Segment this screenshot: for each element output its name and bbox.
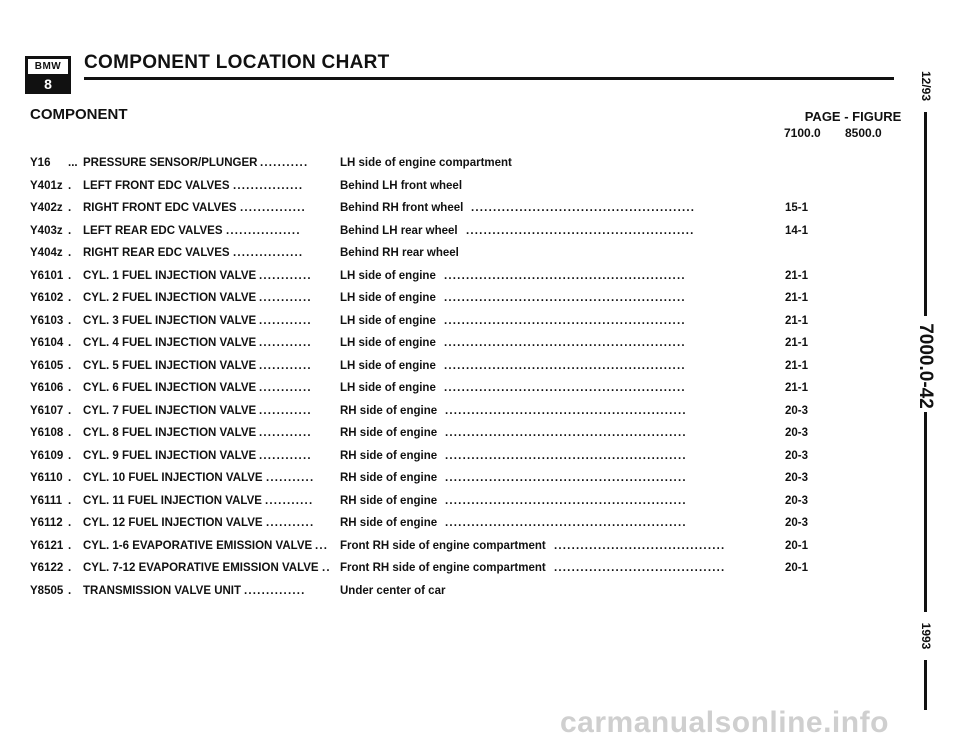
component-location: Behind LH front wheel (340, 179, 463, 192)
location-leader-dots: ....................................................... (445, 472, 687, 484)
table-row (30, 197, 830, 220)
table-row (30, 535, 830, 558)
location-leader-dots: ....................................................... (445, 427, 687, 439)
component-code: Y6122 (30, 562, 64, 574)
location-leader-dots: ....................................................... (445, 404, 687, 417)
name-leader-dots: ............ (259, 337, 312, 349)
code-leader-dots: . (68, 427, 72, 439)
component-name: CYL. 5 FUEL INJECTION VALVE (83, 359, 257, 372)
name-leader-dots: ............ (259, 314, 312, 327)
code-leader-dots: . (68, 269, 72, 282)
component-name: CYL. 1 FUEL INJECTION VALVE (83, 269, 257, 282)
component-location: LH side of engine (340, 314, 436, 327)
page-figure-ref: 20-3 (785, 449, 809, 462)
page-figure-ref: 21-1 (785, 314, 809, 327)
code-leader-dots: . (68, 247, 72, 259)
table-row (30, 310, 830, 333)
component-name: PRESSURE SENSOR/PLUNGER (83, 157, 258, 169)
page-figure-ref: 20-1 (785, 539, 809, 552)
location-leader-dots: ....................................................... (444, 382, 686, 394)
table-row (30, 490, 830, 513)
component-column-header: COMPONENT (30, 106, 128, 123)
component-name: TRANSMISSION VALVE UNIT (83, 584, 242, 597)
component-code: Y6110 (30, 472, 63, 484)
component-code: Y8505 (30, 584, 64, 597)
page-figure-8500: 8500.0 (845, 126, 882, 140)
component-name: CYL. 2 FUEL INJECTION VALVE (83, 292, 257, 304)
location-leader-dots: ....................................................... (444, 314, 686, 327)
table-row (30, 355, 830, 378)
component-name: CYL. 6 FUEL INJECTION VALVE (83, 382, 257, 394)
page-figure-ref: 14-1 (785, 224, 809, 237)
margin-rule-top (924, 112, 927, 316)
location-leader-dots: ................................................... (471, 202, 696, 214)
name-leader-dots: ............ (259, 292, 312, 304)
watermark-text: carmanualsonline.info (560, 706, 889, 739)
component-name: CYL. 10 FUEL INJECTION VALVE (83, 472, 263, 484)
component-location: LH side of engine (340, 269, 436, 282)
code-leader-dots: . (68, 382, 72, 394)
location-leader-dots: ....................................................... (445, 449, 687, 462)
component-location: Behind LH rear wheel (340, 224, 458, 237)
component-location: RH side of engine (340, 494, 438, 507)
page-figure-ref: 15-1 (785, 202, 809, 214)
code-leader-dots: . (68, 562, 72, 574)
code-leader-dots: . (68, 179, 72, 192)
code-leader-dots: ... (68, 157, 78, 169)
title-rule (84, 77, 894, 80)
margin-section-number: 7000.0-42 (915, 323, 936, 409)
table-row (30, 557, 830, 580)
table-row (30, 265, 830, 288)
location-leader-dots: .................................................... (466, 224, 695, 237)
name-leader-dots: ........... (266, 517, 315, 529)
name-leader-dots: .. (322, 562, 331, 574)
name-leader-dots: ........... (266, 472, 315, 484)
table-row (30, 377, 830, 400)
code-leader-dots: . (68, 359, 72, 372)
component-name: CYL. 11 FUEL INJECTION VALVE (83, 494, 262, 507)
name-leader-dots: ............ (259, 382, 312, 394)
component-location: Behind RH rear wheel (340, 247, 459, 259)
page-figure-ref: 20-1 (785, 562, 809, 574)
page-title: COMPONENT LOCATION CHART (84, 52, 390, 73)
page-figure-7100: 7100.0 (784, 126, 821, 140)
page-figure-ref: 21-1 (785, 292, 809, 304)
component-code: Y403z (30, 224, 63, 237)
name-leader-dots: ... (315, 539, 329, 552)
page-figure-ref: 21-1 (785, 382, 809, 394)
table-row (30, 580, 830, 603)
page-figure-ref: 20-3 (785, 517, 809, 529)
component-code: Y404z (30, 247, 63, 259)
component-location: LH side of engine (340, 292, 436, 304)
component-name: CYL. 7-12 EVAPORATIVE EMISSION VALVE (83, 562, 319, 574)
page-figure-ref: 20-3 (785, 472, 809, 484)
name-leader-dots: ............ (259, 449, 312, 462)
component-code: Y6107 (30, 404, 64, 417)
name-leader-dots: ............ (259, 427, 312, 439)
component-code: Y6106 (30, 382, 64, 394)
name-leader-dots: ............... (240, 202, 306, 214)
table-row (30, 220, 830, 243)
location-leader-dots: ....................................................... (445, 517, 687, 529)
code-leader-dots: . (68, 292, 72, 304)
table-row (30, 152, 830, 175)
component-name: CYL. 9 FUEL INJECTION VALVE (83, 449, 257, 462)
code-leader-dots: . (68, 314, 72, 327)
location-leader-dots: ....................................................... (444, 292, 686, 304)
table-row (30, 332, 830, 355)
component-location: Front RH side of engine compartment (340, 539, 546, 552)
component-code: Y6108 (30, 427, 64, 439)
table-row (30, 242, 830, 265)
logo-text-top: BMW (28, 59, 68, 77)
name-leader-dots: ................ (233, 179, 304, 192)
name-leader-dots: ........... (260, 157, 309, 169)
component-location: Under center of car (340, 584, 446, 597)
location-leader-dots: ....................................... (554, 562, 726, 574)
name-leader-dots: ................ (233, 247, 304, 259)
component-location: LH side of engine compartment (340, 157, 512, 169)
component-location: Front RH side of engine compartment (340, 562, 546, 574)
location-leader-dots: ....................................................... (444, 359, 686, 372)
component-code: Y6103 (30, 314, 64, 327)
margin-year: 1993 (919, 622, 933, 650)
table-row (30, 422, 830, 445)
component-location: RH side of engine (340, 449, 438, 462)
page-figure-header: PAGE - FIGURE (804, 109, 902, 124)
location-leader-dots: ....................................................... (444, 337, 686, 349)
component-location: RH side of engine (340, 472, 438, 484)
code-leader-dots: . (68, 584, 72, 597)
component-name: CYL. 8 FUEL INJECTION VALVE (83, 427, 257, 439)
location-leader-dots: ....................................................... (445, 494, 687, 507)
code-leader-dots: . (68, 472, 72, 484)
code-leader-dots: . (68, 494, 72, 507)
table-row (30, 175, 830, 198)
component-name: CYL. 1-6 EVAPORATIVE EMISSION VALVE (83, 539, 313, 552)
name-leader-dots: .............. (244, 584, 306, 597)
margin-date: 12/93 (919, 70, 933, 102)
component-code: Y6112 (30, 517, 63, 529)
logo-text-bottom: 8 (28, 77, 68, 91)
component-name: CYL. 7 FUEL INJECTION VALVE (83, 404, 257, 417)
component-code: Y402z (30, 202, 63, 214)
location-leader-dots: ....................................................... (444, 269, 686, 282)
component-name: LEFT FRONT EDC VALVES (83, 179, 230, 192)
component-name: RIGHT FRONT EDC VALVES (83, 202, 237, 214)
code-leader-dots: . (68, 539, 72, 552)
component-location: Behind RH front wheel (340, 202, 464, 214)
code-leader-dots: . (68, 517, 72, 529)
table-row (30, 512, 830, 535)
table-row (30, 445, 830, 468)
component-location: LH side of engine (340, 359, 436, 372)
component-location: RH side of engine (340, 404, 438, 417)
page-figure-ref: 20-3 (785, 404, 809, 417)
bmw-8-logo (25, 56, 71, 94)
component-name: CYL. 12 FUEL INJECTION VALVE (83, 517, 263, 529)
component-location: LH side of engine (340, 337, 436, 349)
component-code: Y6109 (30, 449, 64, 462)
component-list (30, 152, 830, 602)
component-location: LH side of engine (340, 382, 436, 394)
margin-rule-bottom (924, 660, 927, 710)
component-name: CYL. 4 FUEL INJECTION VALVE (83, 337, 257, 349)
component-code: Y6105 (30, 359, 64, 372)
table-row (30, 287, 830, 310)
component-code: Y401z (30, 179, 63, 192)
component-code: Y6104 (30, 337, 64, 349)
table-row (30, 400, 830, 423)
component-name: CYL. 3 FUEL INJECTION VALVE (83, 314, 257, 327)
page-figure-ref: 21-1 (785, 359, 809, 372)
component-code: Y16 (30, 157, 51, 169)
page-figure-ref: 20-3 (785, 494, 809, 507)
table-row (30, 467, 830, 490)
component-location: RH side of engine (340, 517, 438, 529)
component-location: RH side of engine (340, 427, 438, 439)
component-code: Y6121 (30, 539, 64, 552)
component-name: RIGHT REAR EDC VALVES (83, 247, 230, 259)
component-name: LEFT REAR EDC VALVES (83, 224, 223, 237)
page-figure-ref: 21-1 (785, 337, 809, 349)
name-leader-dots: ............ (259, 404, 312, 417)
code-leader-dots: . (68, 449, 72, 462)
component-code: Y6101 (30, 269, 64, 282)
location-leader-dots: ....................................... (554, 539, 726, 552)
name-leader-dots: ............ (259, 359, 312, 372)
name-leader-dots: ........... (265, 494, 314, 507)
page-figure-ref: 20-3 (785, 427, 809, 439)
component-code: Y6102 (30, 292, 64, 304)
code-leader-dots: . (68, 337, 72, 349)
page-figure-ref: 21-1 (785, 269, 809, 282)
name-leader-dots: ................. (226, 224, 301, 237)
component-code: Y6111 (30, 494, 62, 507)
code-leader-dots: . (68, 202, 72, 214)
name-leader-dots: ............ (259, 269, 312, 282)
code-leader-dots: . (68, 224, 72, 237)
margin-rule-middle (924, 412, 927, 612)
code-leader-dots: . (68, 404, 72, 417)
